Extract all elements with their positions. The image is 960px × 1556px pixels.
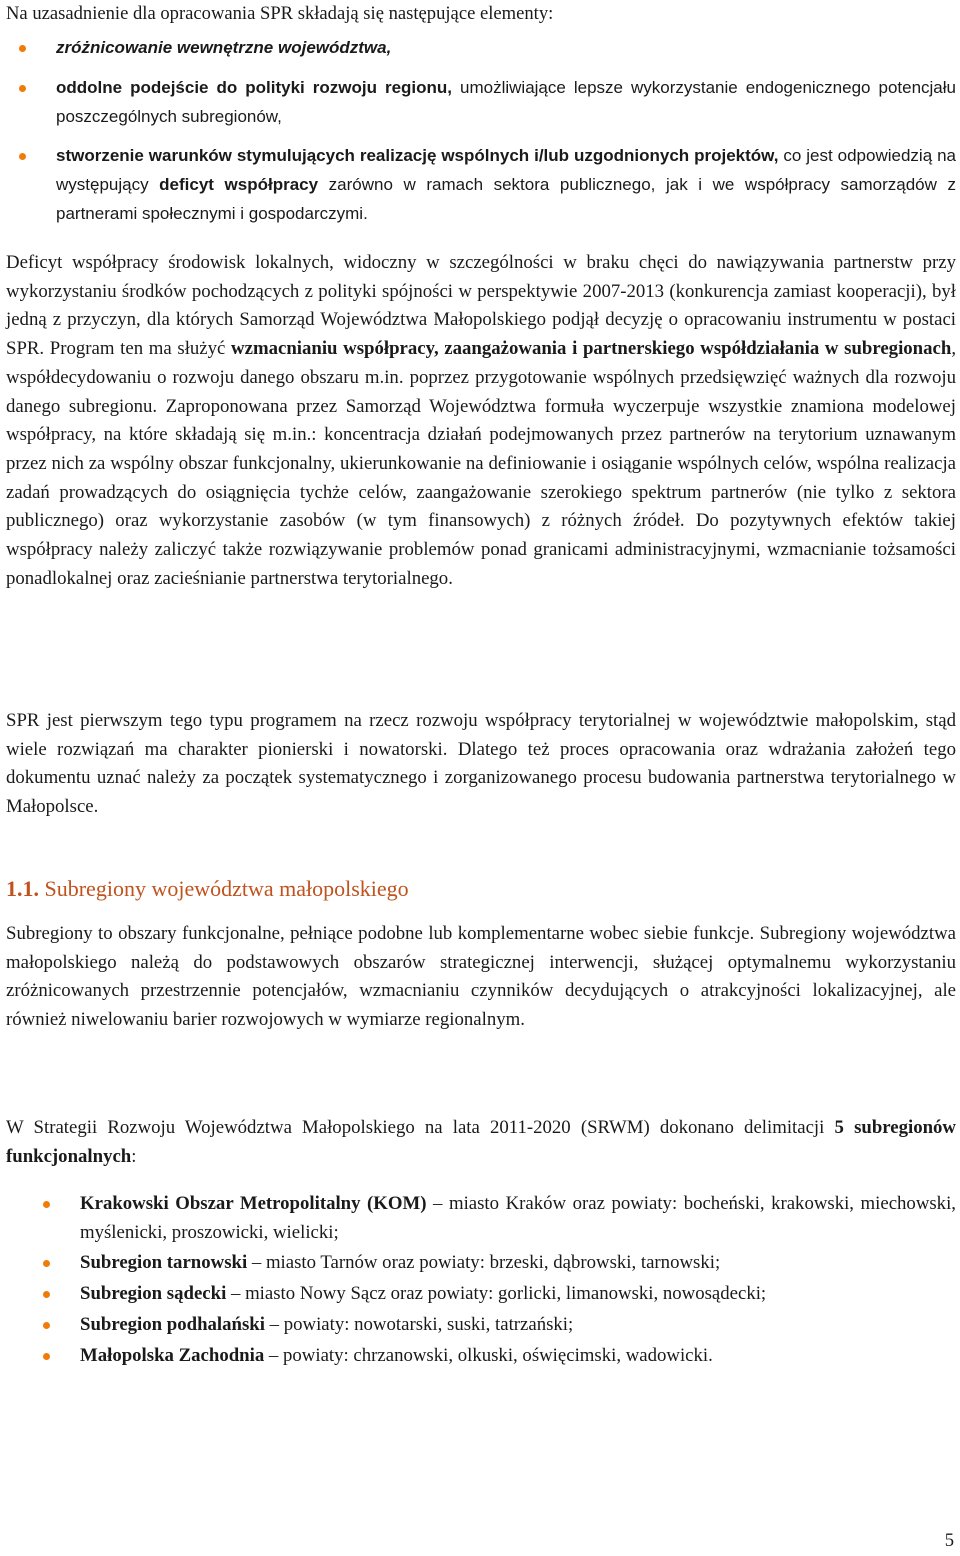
bullet-bold: stworzenie warunków stymulujących realizację wspólnych i/lub uzgodnionych projektów, bbox=[56, 146, 779, 166]
subregion-desc: – powiaty: chrzanowski, olkuski, oświęcimski, wadowicki. bbox=[264, 1344, 713, 1366]
paragraph-bold: 5 subregionów funkcjonalnych bbox=[6, 1117, 956, 1167]
subregion-name: Subregion podhalański bbox=[80, 1313, 265, 1335]
paragraph-bold: wzmacnianiu współpracy, zaangażowania i partnerskiego współdziałania w subregionach bbox=[231, 338, 952, 360]
subregion-name: Subregion sądecki bbox=[80, 1283, 227, 1305]
bullet-bold: oddolne podejście do polityki rozwoju regionu, bbox=[56, 77, 453, 97]
list-item bbox=[6, 1190, 956, 1247]
paragraph-text: Deficyt współpracy środowisk lokalnych, widoczny w szczególności w braku chęci do nawiązywania partnerstw przy wykorzystaniu środków pochodzących z polityki spójności w perspektywie 2007-2013 (konkurencja zamiast kooperacji), był jedną z przyczyn, dla których Samorząd Województwa Małopolskiego podjął decyzję o opracowaniu instrumentu w postaci SPR. Program ten ma służyć bbox=[6, 252, 956, 360]
paragraph-text: , współdecydowaniu o rozwoju danego obszaru m.in. poprzez przygotowanie wspólnych przedsięwzięć ważnych dla rozwoju danego subregionu. Zaproponowana przez Samorząd Województwa formuła wyczerpuje wszystkie znamiona modelowej współpracy, na które składają się m.in.: koncentracja działań podejmowanych przez partnerów na terytorium uznawanym przez nich za wspólny obszar funkcjonalny, ukierunkowanie na definiowanie i osiąganie wspólnych celów, wspólna realizacja zadań prowadzących do osiągnięcia tychże celów, zaangażowanie szerokiego spektrum partnerów (nie tylko z sektora publicznego) oraz wykorzystanie zasobów (w tym finansowych) z różnych źródeł. Do pozytywnych efektów takiej współpracy należy zaliczyć także rozwiązywanie problemów ponad granicami administracyjnymi, wzmacnianie tożsamości ponadlokalnej oraz zacieśnianie partnerstwa terytorialnego. bbox=[6, 338, 957, 589]
bullet-text: co jest odpowiedzią na występujący bbox=[56, 146, 956, 195]
subregion-desc: – miasto Kraków oraz powiaty: bocheński, krakowski, miechowski, myślenicki, proszowicki, wielicki; bbox=[80, 1193, 956, 1243]
subregion-name: Małopolska Zachodnia bbox=[80, 1344, 265, 1366]
subregion-desc: – powiaty: nowotarski, suski, tatrzański; bbox=[264, 1313, 574, 1335]
paragraph-subregions: Subregiony to obszary funkcjonalne, pełniące podobne lub komplementarne wobec siebie funkcje. Subregiony województwa małopolskiego należą do podstawowych obszarów strategicznej interwencji, służącej optymalnemu wykorzystaniu zróżnicowanych przestrzennie potencjałów, wzmacnianiu czynników decydujących o atrakcyjności lokalizacyjnej, ale również niwelowaniu barier rozwojowych w wymiarze regionalnym. bbox=[6, 923, 956, 1031]
subregion-name: Krakowski Obszar Metropolitalny (KOM) bbox=[80, 1193, 427, 1214]
page-number: 5 bbox=[944, 1530, 954, 1551]
section-heading bbox=[6, 874, 409, 904]
list-item bbox=[6, 1249, 956, 1278]
paragraph-text: W Strategii Rozwoju Województwa Małopolskiego na lata 2011-2020 (SRWM) dokonano delimitacji bbox=[6, 1117, 835, 1138]
paragraph-text: : bbox=[131, 1145, 137, 1167]
section-title: Subregiony województwa małopolskiego bbox=[44, 876, 409, 901]
subregion-list bbox=[6, 1190, 956, 1372]
list-item bbox=[6, 142, 956, 228]
bullet-bold: zróżnicowanie wewnętrzne województwa, bbox=[56, 38, 392, 57]
list-item bbox=[6, 34, 956, 63]
bullet-bold: deficyt współpracy bbox=[159, 175, 319, 195]
bullet-text: zarówno w ramach sektora publicznego, jak i we współpracy samorządów z partnerami społecznymi i gospodarczymi. bbox=[56, 175, 956, 223]
list-item bbox=[6, 1342, 956, 1371]
list-item bbox=[6, 1311, 956, 1340]
list-item bbox=[6, 1280, 956, 1309]
list-item bbox=[6, 74, 956, 132]
paragraph-deficit bbox=[6, 249, 956, 593]
subregion-desc: – miasto Nowy Sącz oraz powiaty: gorlicki, limanowski, nowosądecki; bbox=[226, 1283, 767, 1305]
intro-line: Na uzasadnienie dla opracowania SPR składają się następujące elementy: bbox=[6, 3, 554, 24]
bullet-text: umożliwiające lepsze wykorzystanie endogenicznego potencjału poszczególnych subregionów, bbox=[56, 77, 956, 126]
section-number: 1.1. bbox=[6, 876, 39, 901]
paragraph-spr: SPR jest pierwszym tego typu programem na rzecz rozwoju współpracy terytorialnej w województwie małopolskim, stąd wiele rozwiązań ma charakter pionierski i nowatorski. Dlatego też proces opracowania oraz wdrażania założeń tego dokumentu uznać należy za początek systematycznego i zorganizowanego procesu budowania partnerstwa terytorialnego w Małopolsce. bbox=[6, 710, 956, 818]
subregion-desc: – miasto Tarnów oraz powiaty: brzeski, dąbrowski, tarnowski; bbox=[247, 1252, 721, 1274]
subregion-name: Subregion tarnowski bbox=[80, 1252, 248, 1274]
rationale-list bbox=[6, 34, 956, 240]
paragraph-strategy bbox=[6, 1114, 956, 1171]
